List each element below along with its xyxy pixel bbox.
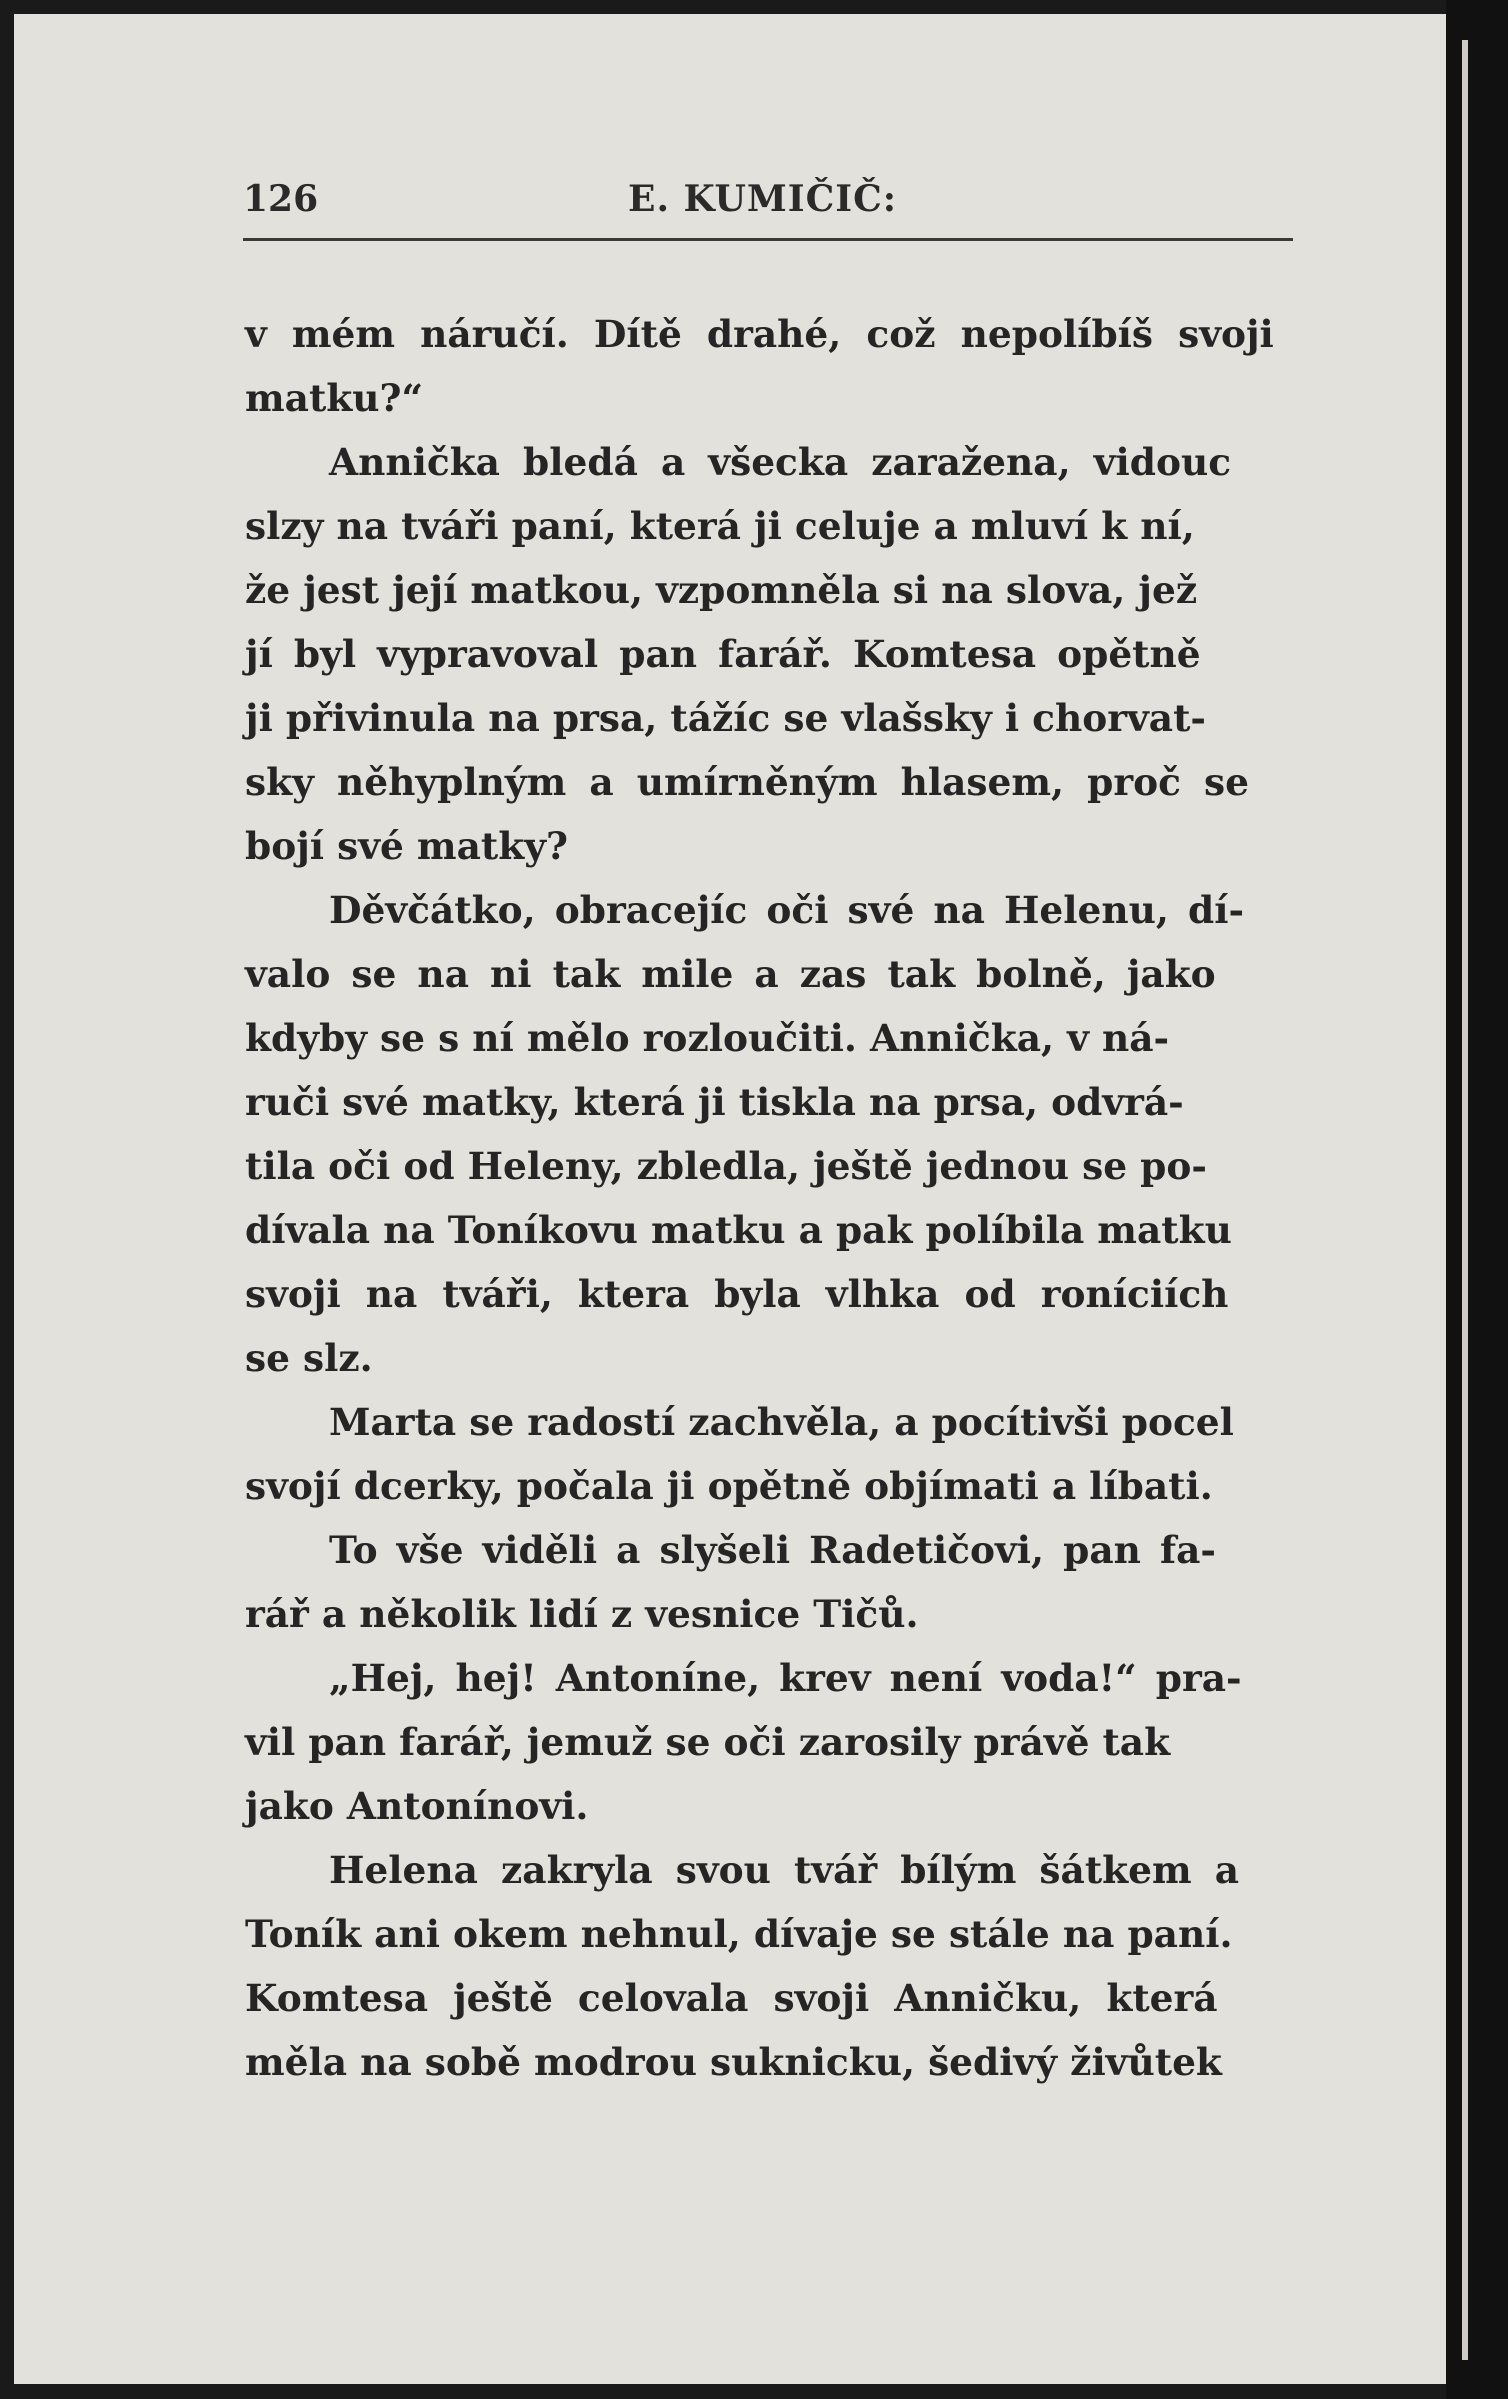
- text-line: rář a několik lidí z vesnice Tičů.: [245, 1592, 919, 1636]
- text-line: jako Antonínovi.: [245, 1784, 589, 1828]
- header-rule: [243, 238, 1293, 241]
- body-text: [245, 302, 1305, 2094]
- text-line: měla na sobě modrou suknicku, šedivý živůtek: [245, 2040, 1222, 2084]
- text-line: Děvčátko, obracejíc oči své na Helenu, dí-: [329, 888, 1245, 932]
- page-number: 126: [243, 178, 319, 220]
- page-header: [243, 178, 1293, 228]
- text-line: se slz.: [245, 1336, 373, 1380]
- text-line: Marta se radostí zachvěla, a pocítivši pocel: [329, 1400, 1234, 1444]
- text-line: že jest její matkou, vzpomněla si na slova, jež: [245, 568, 1198, 612]
- book-spine: [1446, 0, 1508, 2399]
- text-line: To vše viděli a slyšeli Radetičovi, pan fa-: [329, 1528, 1216, 1572]
- text-line: „Hej, hej! Antoníne, krev není voda!“ pra-: [329, 1656, 1242, 1700]
- text-line: ji přivinula na prsa, tážíc se vlašsky i chorvat-: [245, 696, 1206, 740]
- text-line: ruči své matky, která ji tiskla na prsa, odvrá-: [245, 1080, 1184, 1124]
- text-line: svojí dcerky, počala ji opětně objímati a líbati.: [245, 1464, 1213, 1508]
- text-line: jí byl vypravoval pan farář. Komtesa opětně: [245, 632, 1201, 676]
- text-line: kdyby se s ní mělo rozloučiti. Annička, v ná-: [245, 1016, 1170, 1060]
- text-line: sky něhyplným a umírněným hlasem, proč se: [245, 760, 1250, 804]
- text-line: Komtesa ještě celovala svoji Anničku, která: [245, 1976, 1218, 2020]
- text-line: slzy na tváři paní, která ji celuje a mluví k ní,: [245, 504, 1195, 548]
- text-line: vil pan farář, jemuž se oči zarosily právě tak: [245, 1720, 1171, 1764]
- text-line: bojí své matky?: [245, 824, 568, 868]
- text-line: matku?“: [245, 376, 424, 420]
- text-line: dívala na Toníkovu matku a pak políbila matku: [245, 1208, 1232, 1252]
- text-line: Toník ani okem nehnul, dívaje se stále na paní.: [245, 1912, 1233, 1956]
- text-line: v mém náručí. Dítě drahé, což nepolíbíš svoji: [245, 312, 1274, 356]
- text-line: svoji na tváři, ktera byla vlhka od roníciích: [245, 1272, 1229, 1316]
- text-line: Helena zakryla svou tvář bílým šátkem a: [329, 1848, 1240, 1892]
- running-title: E. KUMIČIČ:: [628, 178, 898, 220]
- text-line: valo se na ni tak mile a zas tak bolně, jako: [245, 952, 1216, 996]
- text-line: tila oči od Heleny, zbledla, ještě jednou se po-: [245, 1144, 1207, 1188]
- page-edge: [1462, 40, 1468, 2360]
- text-line: Annička bledá a všecka zaražena, vidouc: [329, 440, 1232, 484]
